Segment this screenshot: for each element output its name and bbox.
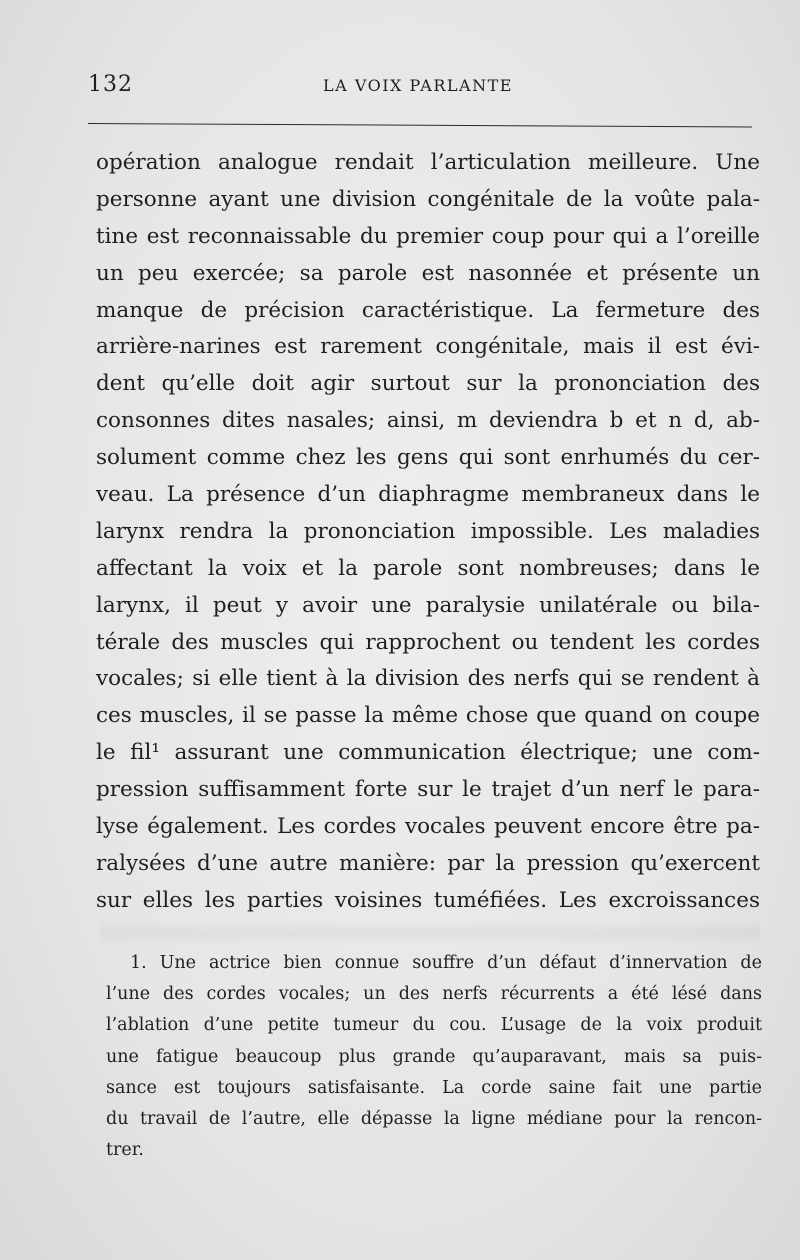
- body-line: un peu exercée; sa parole est nasonnée et présente un: [96, 260, 760, 286]
- footnote-line: sance est toujours satisfaisante. La corde saine fait une partie: [106, 1077, 762, 1098]
- body-line: ralysées d’une autre manière: par la pression qu’exercent: [96, 850, 760, 876]
- footnote-line: 1. Une actrice bien connue souffre d’un défaut d’innervation de: [130, 953, 762, 973]
- footnote-line: l’ablation d’une petite tumeur du cou. L’usage de la voix produit: [106, 1015, 762, 1036]
- page-header: [88, 72, 748, 106]
- page-number: 132: [88, 72, 133, 97]
- body-line: manque de précision caractéristique. La fermeture des: [96, 297, 760, 323]
- body-line: dent qu’elle doit agir surtout sur la prononciation des: [96, 371, 760, 397]
- body-line: solument comme chez les gens qui sont enrhumés du cer-: [96, 445, 760, 471]
- footnote-line: trer.: [106, 1140, 144, 1161]
- body-line: consonnes dites nasales; ainsi, m deviendra b et n d, ab-: [96, 408, 760, 434]
- body-line: opération analogue rendait l’articulation meilleure. Une: [96, 150, 760, 175]
- body-line: arrière-narines est rarement congénitale, mais il est évi-: [96, 334, 760, 360]
- body-line: larynx, il peut y avoir une paralysie unilatérale ou bila-: [96, 592, 760, 618]
- footnote-line: du travail de l’autre, elle dépasse la ligne médiane pour la rencon-: [106, 1108, 762, 1129]
- body-line: affectant la voix et la parole sont nombreuses; dans le: [96, 555, 760, 581]
- body-line: sur elles les parties voisines tuméfiées. Les excroissances: [96, 887, 760, 913]
- body-line: térale des muscles qui rapprochent ou tendent les cordes: [96, 629, 760, 655]
- body-line: larynx rendra la prononciation impossible. Les maladies: [96, 518, 760, 544]
- body-line: personne ayant une division congénitale de la voûte pala-: [96, 186, 760, 212]
- header-rule: [88, 123, 752, 127]
- body-line: lyse également. Les cordes vocales peuvent encore être pa-: [96, 814, 760, 840]
- body-line: tine est reconnaissable du premier coup pour qui a l’oreille: [96, 223, 760, 249]
- bleed-through-shadow: [100, 920, 760, 946]
- body-line: vocales; si elle tient à la division des nerfs qui se rendent à: [96, 666, 760, 692]
- footnote-line: l’une des cordes vocales; un des nerfs récurrents a été lésé dans: [106, 984, 762, 1005]
- footnote: [106, 948, 762, 1166]
- footnote-line: une fatigue beaucoup plus grande qu’auparavant, mais sa puis-: [106, 1046, 762, 1067]
- running-title: LA VOIX PARLANTE: [323, 76, 513, 95]
- body-line: ces muscles, il se passe la même chose que quand on coupe: [96, 703, 760, 729]
- body-line: pression suffisamment forte sur le trajet d’un nerf le para-: [96, 777, 760, 803]
- body-line: le fil¹ assurant une communication électrique; une com-: [96, 740, 760, 766]
- body-line: veau. La présence d’un diaphragme membraneux dans le: [96, 482, 760, 508]
- body-text: [96, 145, 760, 920]
